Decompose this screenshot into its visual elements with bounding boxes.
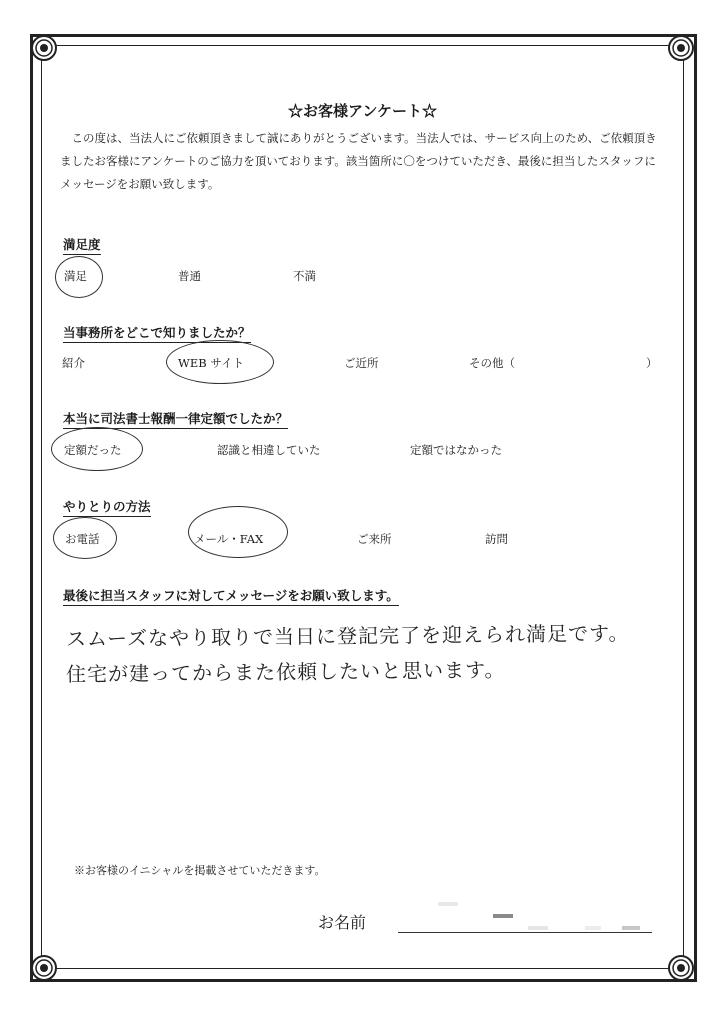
option-referral[interactable]: 紹介 (62, 356, 85, 370)
option-website[interactable]: WEB サイト (178, 356, 245, 370)
option-differed[interactable]: 認識と相違していた (217, 443, 321, 457)
corner-ornament-icon (667, 34, 695, 62)
option-other-close-paren: ） (646, 356, 658, 370)
selection-circle (55, 256, 103, 298)
selection-circle (53, 517, 117, 559)
option-other[interactable]: その他（ (469, 356, 515, 370)
redacted-mark (438, 902, 458, 906)
handwritten-message-line: スムーズなやり取りで当日に登記完了を迎えられ満足です。 (65, 621, 630, 651)
section-heading-message: 最後に担当スタッフに対してメッセージをお願い致します。 (63, 586, 399, 606)
option-visit-office[interactable]: ご来所 (357, 532, 392, 546)
redacted-mark (493, 914, 513, 918)
redacted-mark (585, 926, 601, 930)
option-home-visit[interactable]: 訪問 (485, 532, 508, 546)
section-heading-fixed-fee: 本当に司法書士報酬一律定額でしたか？ (63, 409, 288, 429)
option-mail-fax[interactable]: メール・FAX (194, 532, 264, 546)
selection-circle (188, 506, 288, 558)
section-heading-satisfaction: 満足度 (63, 235, 101, 255)
option-phone[interactable]: お電話 (65, 532, 100, 546)
option-unsatisfied[interactable]: 不満 (293, 269, 316, 283)
initials-note: ※お客様のイニシャルを掲載させていただきます。 (74, 864, 326, 877)
corner-ornament-icon (30, 34, 58, 62)
option-satisfied[interactable]: 満足 (64, 269, 87, 283)
redacted-mark (528, 926, 548, 930)
corner-ornament-icon (30, 954, 58, 982)
page-title: ☆お客様アンケート☆ (287, 102, 438, 120)
corner-ornament-icon (667, 954, 695, 982)
name-field (398, 932, 652, 933)
selection-circle (51, 427, 143, 471)
redacted-mark (622, 926, 640, 930)
section-heading-referral: 当事務所をどこで知りましたか？ (63, 323, 251, 343)
option-neutral[interactable]: 普通 (178, 269, 201, 283)
intro-text: この度は、当法人にご依頼頂きまして誠にありがとうございます。当法人では、サービス向上のため、ご依頼頂きましたお客様にアンケートのご協力を頂いております。該当箇所に〇をつけていただき、最後に担当したスタッフにメッセージをお願い致します。 (60, 131, 657, 191)
name-label: お名前 (318, 913, 367, 932)
option-not-fixed[interactable]: 定額ではなかった (410, 443, 502, 457)
option-neighborhood[interactable]: ご近所 (344, 356, 379, 370)
selection-circle (166, 340, 274, 384)
handwritten-message-line: 住宅が建ってからまた依頼したいと思います。 (65, 657, 506, 687)
option-fixed-fee[interactable]: 定額だった (64, 443, 122, 457)
section-heading-contact-method: やりとりの方法 (63, 497, 151, 517)
